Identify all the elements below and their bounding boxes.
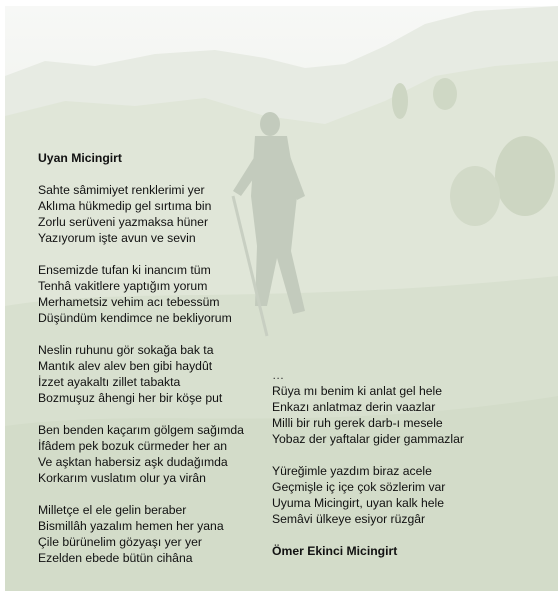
verse-line: Çile bürünelim gözyaşı yer yer	[38, 535, 202, 549]
stanza	[38, 182, 244, 246]
verse-line: Merhametsiz vehim acı tebessüm	[38, 295, 220, 309]
verse-line: Bozmuşuz âhengi her bir köşe put	[38, 391, 223, 405]
verse-line: Neslin ruhunu gör sokağa bak ta	[38, 343, 214, 357]
tree-cluster	[495, 136, 555, 216]
tree	[392, 83, 408, 119]
poem-author: Ömer Ekinci Micingirt	[272, 544, 398, 558]
tree-cluster	[450, 166, 500, 226]
verse-line: Sahte sâmimiyet renklerimi yer	[38, 183, 205, 197]
poem-right-column	[272, 367, 464, 559]
verse-line: Ensemizde tufan ki inancım tüm	[38, 263, 211, 277]
poem-title: Uyan Micingirt	[38, 151, 122, 165]
verse-line: Korkarım vuslatım olur ya virân	[38, 471, 206, 485]
verse-line: Bismillâh yazalım hemen her yana	[38, 519, 224, 533]
verse-line: Ve aşktan habersiz aşk dudağımda	[38, 455, 228, 469]
ellipsis-separator: …	[272, 368, 285, 382]
verse-line: Tenhâ vakitlere yaptığım yorum	[38, 279, 208, 293]
verse-line: Aklıma hükmedip gel sırtıma bin	[38, 199, 212, 213]
verse-line: Milli bir ruh gerek darb-ı mesele	[272, 416, 443, 430]
verse-line: Milletçe el ele gelin beraber	[38, 503, 187, 517]
verse-line: Semâvi ülkeye esiyor rüzgâr	[272, 512, 426, 526]
verse-line: Mantık alev alev ben gibi haydût	[38, 359, 213, 373]
stanza	[272, 383, 464, 447]
verse-line: Ezelden ebede bütün cihâna	[38, 551, 193, 565]
poem-left-column	[38, 150, 244, 582]
verse-line: Ben benden kaçarım gölgem sağımda	[38, 423, 244, 437]
stanza	[38, 502, 244, 566]
verse-line: Rüya mı benim ki anlat gel hele	[272, 384, 443, 398]
verse-line: Zorlu serüveni yazmaksa hüner	[38, 215, 209, 229]
stanza	[272, 463, 464, 527]
verse-line: Uyuma Micingirt, uyan kalk hele	[272, 496, 445, 510]
verse-line: Yüreğimle yazdım biraz acele	[272, 464, 432, 478]
verse-line: Yazıyorum işte avun ve sevin	[38, 231, 196, 245]
stanza	[38, 422, 244, 486]
verse-line: Enkazı anlatmaz derin vaazlar	[272, 400, 436, 414]
verse-line: Düşündüm kendimce ne bekliyorum	[38, 311, 232, 325]
stanza	[38, 342, 244, 406]
verse-line: Yobaz der yaftalar gider gammazlar	[272, 432, 464, 446]
verse-line: Geçmişle iç içe çok sözlerim var	[272, 480, 446, 494]
tree	[433, 78, 457, 110]
stanza	[38, 262, 244, 326]
verse-line: İfâdem pek bozuk cürmeder her an	[38, 439, 228, 453]
verse-line: İzzet ayakaltı zillet tabakta	[38, 375, 181, 389]
